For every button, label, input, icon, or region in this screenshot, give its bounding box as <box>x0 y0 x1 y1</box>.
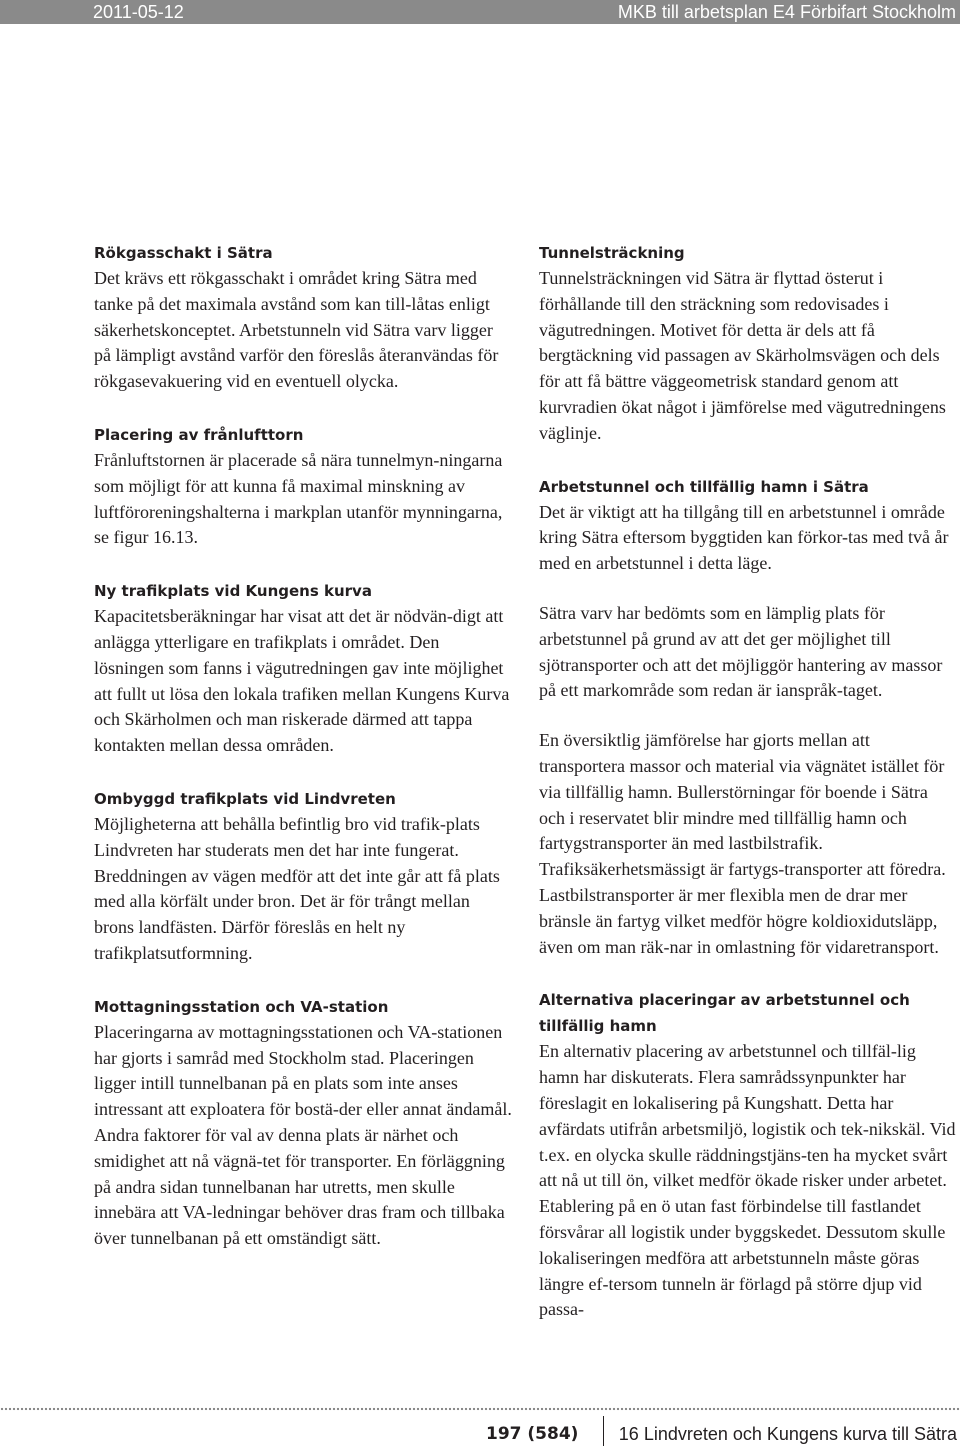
right-column <box>539 240 958 1323</box>
paragraph-mottagningsstation: Placeringarna av mottagningsstationen och VA-stationen har gjorts i samråd med Stockholm stad. Placeringen ligger intill tunnelbanan på en plats som inte anses intressant att exploatera för bostä-der eller annat ändamål. Andra faktorer för val av denna plats är närhet och smidighet att nå vägnä-tet för transporter. En förläggning på andra sidan tunnelbanan har utretts, men skulle innebära att VA-ledningar behöver dras fram och tillbaka över tunnelbanan på ett omständigt sätt. <box>94 1021 512 1249</box>
chapter-title: 16 Lindvreten och Kungens kurva till Sätra <box>618 1424 957 1444</box>
paragraph-tunnelstrackning: Tunnelsträckningen vid Sätra är flyttad österut i förhållande till den sträckning som redovisades i vägutredningen. Motivet för detta är dels att få bergtäckning vid passagen av Skärholmsvägen och dels för att få bättre väggeometrisk standard genom att kurvradien ökat något i jämförelse med vägutredningens väglinje. <box>539 268 946 443</box>
heading-tunnelstrackning: Tunnelsträckning <box>539 244 685 262</box>
paragraph-alternativa-placeringar: En alternativ placering av arbetstunnel och tillfäl-lig hamn har diskuterats. Flera samrådssynpunkter har föreslagit en lokalisering på Kungshatt. Detta har avfärdats utifrån arbetsmiljö, logistik och tek-nikskäl. Vid t.ex. en olycka skulle räddningstjäns-ten ha mycket svårt att nå ut till ön, vilket medför ökade risker under arbetet. Etablering på en ö utan fast förbindelse till fastlandet försvårar all logistik under byggskedet. Dessutom skulle lokaliseringen medföra att arbetstunneln måste göras längre ef-tersom tunneln är förlagd på större djup vid passa- <box>539 1041 956 1320</box>
paragraph-arbetstunnel-1: Det är viktigt att ha tillgång till en arbetstunnel i område kring Sätra eftersom byggtiden kan förkor-tas med två år med en arbetstunnel i detta läge. <box>539 501 949 574</box>
heading-alternativa-placeringar: Alternativa placeringar av arbetstunnel och tillfällig hamn <box>539 991 910 1036</box>
heading-rokgasschakt: Rökgasschakt i Sätra <box>94 244 273 262</box>
footer-dotted-rule <box>0 1407 960 1411</box>
page-header <box>0 0 960 24</box>
heading-ny-trafikplats: Ny trafikplats vid Kungens kurva <box>94 582 372 601</box>
heading-arbetstunnel-hamn: Arbetstunnel och tillfällig hamn i Sätra <box>539 477 869 496</box>
paragraph-rokgasschakt: Det krävs ett rökgasschakt i området kring Sätra med tanke på det maximala avstånd som kan till-låtas enligt säkerhetskonceptet. Arbetstunneln vid Sätra varv ligger på lämpligt avstånd varför den föreslås återanvändas för rökgasevakuering vid en eventuell olycka. <box>94 268 499 392</box>
heading-franlufttorn: Placering av frånlufttorn <box>94 425 304 444</box>
header-document-title: MKB till arbetsplan E4 Förbifart Stockholm <box>617 2 956 22</box>
left-column <box>94 240 512 1252</box>
paragraph-ny-trafikplats: Kapacitetsberäkningar har visat att det är nödvän-digt att anlägga ytterligare en trafikplats i området. Den lösningen som fanns i vägutredningen gav inte möjlighet att fullt ut lösa den lokala trafiken mellan Kungens Kurva och Skärholmen och man riskerade därmed att tappa kontakten mellan dessa områden. <box>94 606 510 756</box>
heading-mottagningsstation: Mottagningsstation och VA-station <box>94 997 389 1016</box>
paragraph-ombyggd-trafikplats: Möjligheterna att behålla befintlig bro vid trafik-plats Lindvreten har studerats men det har inte fungerat. Breddningen av vägen medför att det inte går att få plats med alla körfält under bron. Det är för trångt mellan brons landfästen. Därför föreslås en helt ny trafikplatsutformning. <box>94 813 500 963</box>
header-date: 2011-05-12 <box>93 2 184 22</box>
paragraph-arbetstunnel-2: Sätra varv har bedömts som en lämplig plats för arbetstunnel på grund av att det ger möjlighet till sjötransporter och att det möjliggör hantering av massor på ett markområde som redan är ianspråk-taget. <box>539 602 943 701</box>
footer-separator <box>603 1416 604 1446</box>
heading-ombyggd-trafikplats: Ombyggd trafikplats vid Lindvreten <box>94 789 396 808</box>
paragraph-franlufttorn: Frånluftstornen är placerade så nära tunnelmyn-ningarna som möjligt för att kunna få maximal minskning av luftföroreningshalterna i markplan utanför mynningarna, se figur 16.13. <box>94 449 503 548</box>
paragraph-arbetstunnel-3: En översiktlig jämförelse har gjorts mellan att transportera massor och material via vägnätet istället för via tillfällig hamn. Bullerstörningar för boende i Sätra och i reservatet blir mindre med tillfällig hamn och fartygstransporter än med lastbilstrafik. Trafiksäkerhetsmässigt är fartygs-transporter att föredra. Lastbilstransporter är mer flexibla men de drar mer bränsle än fartyg vilket medför högre koldioxidutsläpp, även om man räk-nar in omlastning för vidaretransport. <box>539 730 946 957</box>
page-number: 197 (584) <box>486 1424 579 1444</box>
